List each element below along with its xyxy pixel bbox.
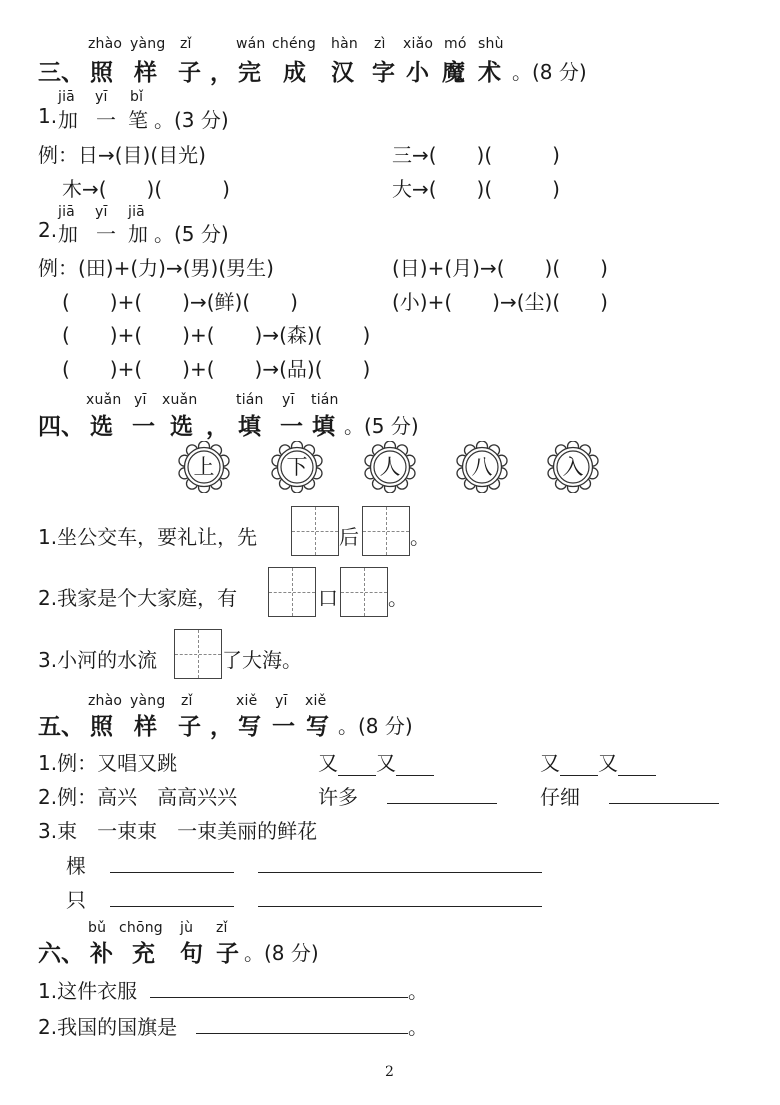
heading-char: 术	[478, 60, 501, 86]
pinyin: jù	[180, 920, 194, 936]
section-number: 三、	[38, 60, 84, 86]
heading-char: 子	[178, 60, 201, 86]
question-text: 1.这件衣服	[38, 979, 138, 1003]
heading-char: 样	[134, 60, 157, 86]
sub-heading-char: 加	[128, 222, 148, 246]
blank-line[interactable]	[338, 757, 376, 776]
answer-box[interactable]	[268, 567, 316, 617]
pinyin: yàng	[130, 36, 166, 52]
pinyin: yī	[282, 392, 295, 408]
blank-line[interactable]	[609, 785, 719, 804]
heading-char: 句	[180, 941, 203, 967]
blank-line[interactable]	[396, 757, 434, 776]
pinyin: xuǎn	[86, 392, 122, 408]
heading-char: 一	[272, 714, 295, 740]
measure-word: 棵	[66, 854, 86, 878]
sub-heading-points: 。(5 分)	[154, 222, 229, 246]
heading-points: 。(8 分)	[338, 714, 413, 738]
exercise-line: 大→( )( )	[392, 177, 560, 201]
heading-char: ，	[210, 60, 233, 86]
pinyin: jiā	[58, 89, 75, 105]
blank-line[interactable]	[110, 888, 234, 907]
pinyin: jiā	[128, 204, 145, 220]
heading-char: 字	[372, 60, 395, 86]
pattern-char: 又	[318, 751, 338, 775]
example-line: 例：日→(目)(目光)	[38, 143, 206, 167]
question-text: 后	[339, 525, 359, 549]
sub-heading-char: 加	[58, 222, 78, 246]
heading-char: 填	[312, 414, 335, 440]
exercise-line: ( )+( )+( )→(品)( )	[62, 357, 371, 381]
sub-heading-char: 笔	[128, 108, 148, 132]
section-number: 五、	[38, 714, 84, 740]
blank-line[interactable]	[258, 888, 542, 907]
blank-line[interactable]	[258, 854, 542, 873]
heading-char: 魔	[442, 60, 465, 86]
section-number: 六、	[38, 941, 84, 967]
example-line: 例：(田)+(力)→(男)(男生)	[38, 256, 274, 280]
sub-number: 1.	[38, 104, 58, 128]
answer-box[interactable]	[291, 506, 339, 556]
heading-char: 成	[283, 60, 306, 86]
heading-char: 子	[216, 941, 239, 967]
pinyin: bǐ	[130, 89, 144, 105]
pinyin: yī	[134, 392, 147, 408]
heading-char: ，	[206, 414, 229, 440]
pinyin: chéng	[272, 36, 316, 52]
example-line: 3.束 一束束 一束美丽的鲜花	[38, 819, 318, 843]
answer-box[interactable]	[340, 567, 388, 617]
blank-line[interactable]	[196, 1015, 408, 1034]
option-char: 上	[193, 455, 215, 479]
heading-char: 选	[170, 414, 193, 440]
exercise-line: (小)+( )→(尘)( )	[392, 290, 608, 314]
question-text: 。	[410, 525, 430, 549]
heading-char: 充	[132, 941, 155, 967]
heading-char: 一	[280, 414, 303, 440]
pinyin: zǐ	[180, 36, 192, 52]
blank-line[interactable]	[618, 757, 656, 776]
exercise-line: ( )+( )+( )→(森)( )	[62, 323, 371, 347]
heading-points: 。(8 分)	[244, 941, 319, 965]
question-text: 3.小河的水流	[38, 648, 158, 672]
pinyin: yī	[95, 89, 108, 105]
heading-char: 补	[90, 941, 113, 967]
pattern-blank-group	[318, 747, 434, 776]
blank-line[interactable]	[150, 979, 408, 998]
pinyin: yī	[95, 204, 108, 220]
question-text: 2.我国的国旗是	[38, 1015, 178, 1039]
heading-char: 一	[132, 414, 155, 440]
question-text: 2.我家是个大家庭，有	[38, 586, 238, 610]
heading-char: 汉	[331, 60, 354, 86]
exercise-line: (日)+(月)→( )( )	[392, 256, 608, 280]
pinyin: tián	[311, 392, 339, 408]
pattern-blank-group	[540, 747, 656, 776]
pinyin: zhào	[88, 36, 123, 52]
pinyin: shù	[478, 36, 504, 52]
section-number: 四、	[38, 414, 84, 440]
exercise-line: 三→( )( )	[392, 143, 560, 167]
heading-char: ，	[210, 714, 233, 740]
answer-box[interactable]	[362, 506, 410, 556]
option-char: 入	[562, 455, 584, 479]
heading-char: 写	[238, 714, 261, 740]
heading-char: 样	[134, 714, 157, 740]
pinyin: zǐ	[181, 693, 193, 709]
exercise-line: ( )+( )→(鲜)( )	[62, 290, 298, 314]
pinyin: mó	[444, 36, 467, 52]
question-text: 了大海。	[222, 648, 302, 672]
pinyin: tián	[236, 392, 264, 408]
pattern-char: 又	[598, 751, 618, 775]
blank-line[interactable]	[110, 854, 234, 873]
sub-heading-char: 加	[58, 108, 78, 132]
pinyin: xuǎn	[162, 392, 198, 408]
answer-box[interactable]	[174, 629, 222, 679]
heading-char: 选	[90, 414, 113, 440]
pinyin: yī	[275, 693, 288, 709]
word-prompt: 许多	[318, 785, 358, 809]
sub-heading-char: 一	[96, 108, 116, 132]
pinyin: yàng	[130, 693, 166, 709]
heading-char: 完	[238, 60, 261, 86]
heading-char: 照	[90, 714, 113, 740]
page-number: 2	[385, 1064, 394, 1080]
word-prompt: 仔细	[540, 785, 580, 809]
option-char: 八	[471, 455, 493, 479]
exercise-line: 木→( )( )	[62, 177, 230, 201]
question-text: 。	[408, 1015, 428, 1039]
pinyin: jiā	[58, 204, 75, 220]
option-char: 人	[379, 455, 401, 479]
pinyin: wán	[236, 36, 266, 52]
option-char: 下	[286, 455, 308, 479]
question-text: 1.坐公交车，要礼让，先	[38, 525, 258, 549]
heading-char: 填	[238, 414, 261, 440]
blank-line[interactable]	[387, 785, 497, 804]
pinyin: bǔ	[88, 920, 107, 936]
pattern-char: 又	[376, 751, 396, 775]
question-text: 。	[408, 979, 428, 1003]
heading-points: 。(5 分)	[344, 414, 419, 438]
heading-char: 子	[178, 714, 201, 740]
question-text: 口	[318, 586, 338, 610]
pinyin: hàn	[331, 36, 358, 52]
sub-heading-points: 。(3 分)	[154, 108, 229, 132]
pinyin: zì	[374, 36, 386, 52]
pinyin: xiě	[305, 693, 327, 709]
heading-points: 。(8 分)	[512, 60, 587, 84]
sub-heading-char: 一	[96, 222, 116, 246]
question-text: 。	[388, 586, 408, 610]
pinyin: chōng	[119, 920, 163, 936]
example-line: 2.例：高兴 高高兴兴	[38, 785, 238, 809]
pinyin: xiě	[236, 693, 258, 709]
pinyin: xiǎo	[403, 36, 434, 52]
heading-char: 照	[90, 60, 113, 86]
sub-number: 2.	[38, 218, 58, 242]
pinyin: zhào	[88, 693, 123, 709]
pinyin: zǐ	[216, 920, 228, 936]
pattern-char: 又	[540, 751, 560, 775]
heading-char: 小	[406, 60, 429, 86]
heading-char: 写	[306, 714, 329, 740]
example-line: 1.例：又唱又跳	[38, 751, 178, 775]
measure-word: 只	[66, 888, 86, 912]
blank-line[interactable]	[560, 757, 598, 776]
